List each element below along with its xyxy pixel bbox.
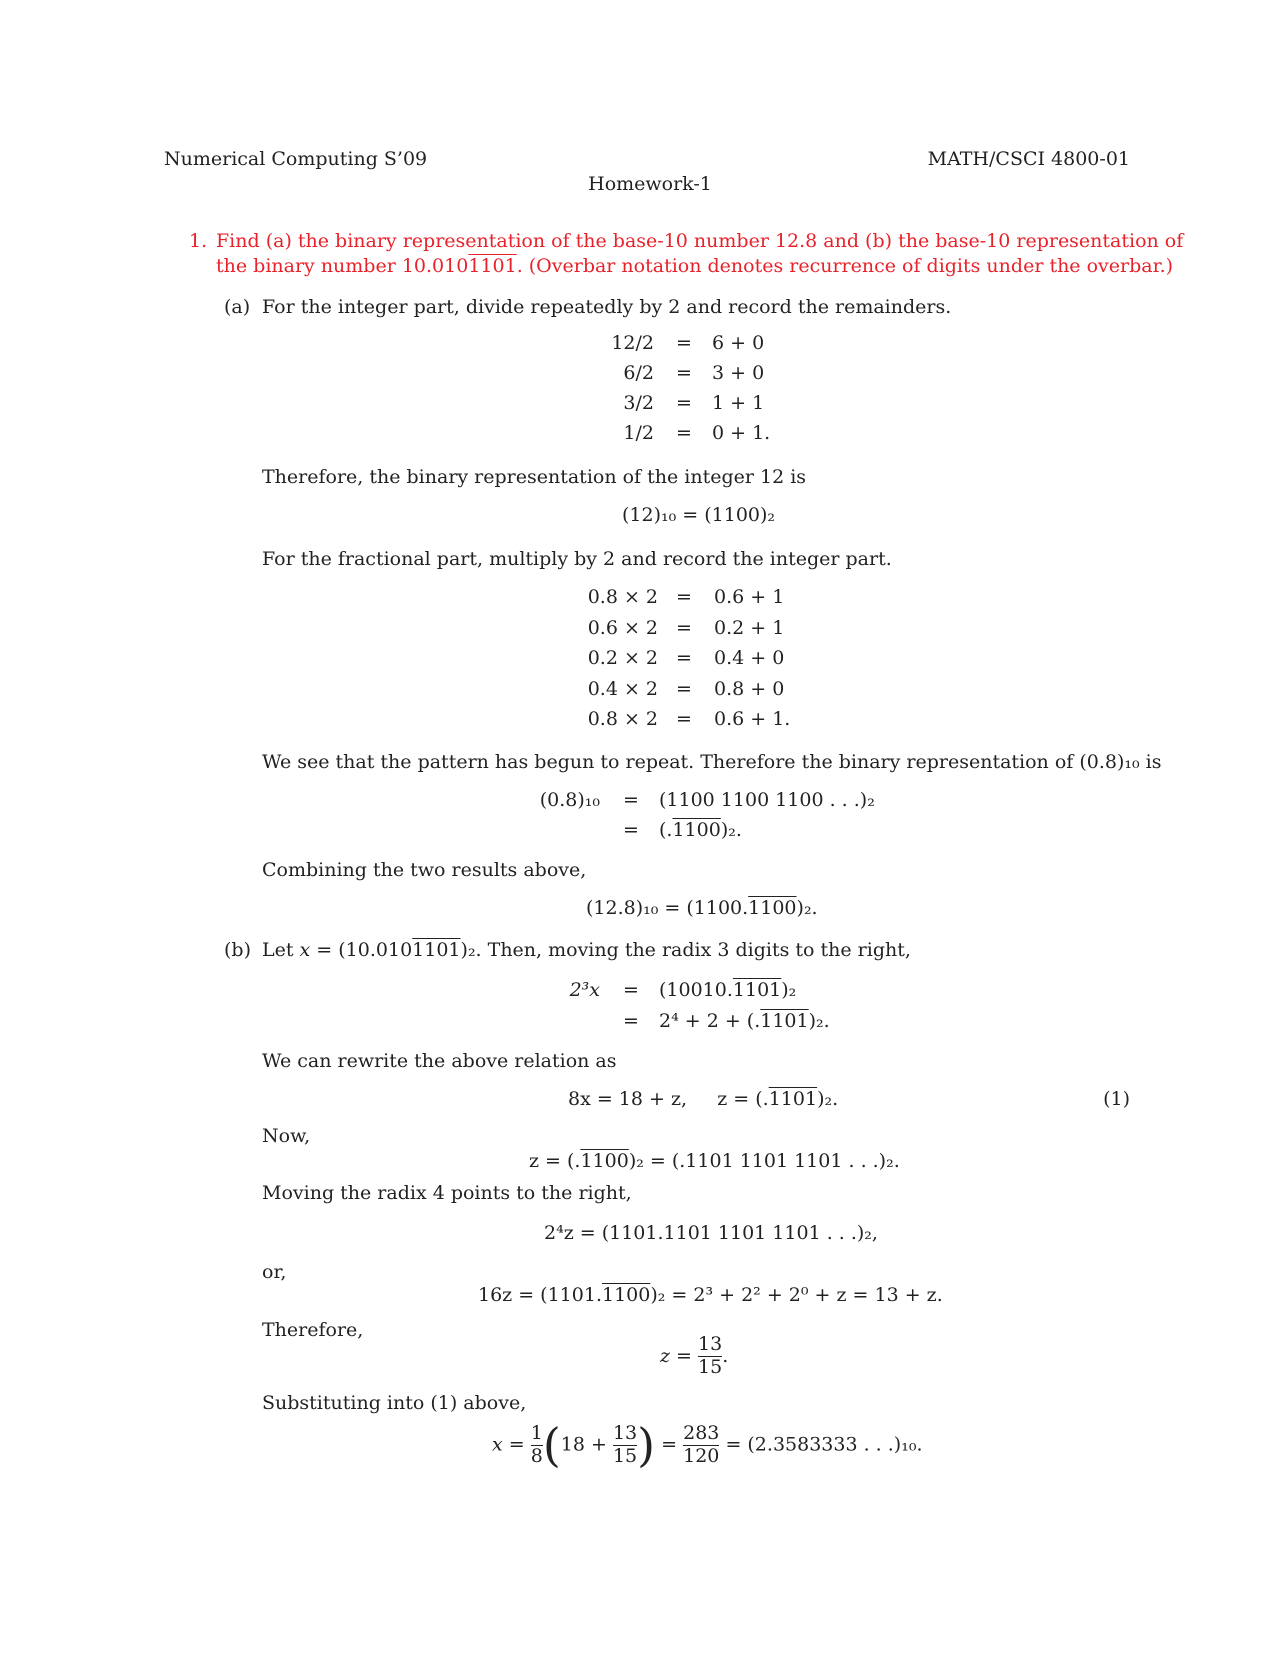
problem-line1: Find (a) the binary representation of the base-10 number 12.8 and (b) the base-10 representation of [216, 230, 1184, 252]
fraction-result-lhs: (0.8)₁₀ [539, 789, 600, 811]
part-a-intro: For the integer part, divide repeatedly by 2 and record the remainders. [262, 296, 952, 318]
equation-number: (1) [1103, 1088, 1130, 1110]
equals-sign: = [676, 392, 692, 414]
therefore-text: Therefore, the binary representation of the integer 12 is [262, 466, 807, 488]
equation-lhs: 0.2 × 2 [587, 647, 658, 669]
equals-sign: = [676, 677, 692, 700]
equation-lhs: 0.4 × 2 [587, 677, 658, 700]
equation-lhs: 0.8 × 2 [587, 586, 658, 608]
part-a-label: (a) [224, 296, 251, 318]
equals-sign: = [676, 332, 692, 354]
equation-rhs: 6 + 0 [712, 332, 765, 354]
equals-sign: = [623, 1010, 639, 1032]
shift-line2: 2⁴ + 2 + (.1101)₂. [659, 1010, 830, 1032]
shift-lhs: 2³x [569, 979, 600, 1001]
equation-rhs: 3 + 0 [712, 362, 765, 384]
equals-sign: = [676, 616, 692, 639]
equation-lhs: 1/2 [623, 422, 654, 444]
equation-rhs: 0.6 + 1. [714, 708, 791, 730]
part-b-intro: Let x = (10.0101101)₂. Then, moving the radix 3 digits to the right, [262, 939, 911, 961]
equation-lhs: 3/2 [623, 392, 654, 414]
equation-rhs: 0.2 + 1 [714, 616, 785, 639]
or-text: or, [262, 1261, 287, 1283]
equation-lhs: 0.8 × 2 [587, 708, 658, 730]
pattern-text: We see that the pattern has begun to repeat. Therefore the binary representation of (0.8)₁₀ is [262, 751, 1162, 773]
course-name: Numerical Computing S’09 [164, 148, 428, 170]
rewrite-text: We can rewrite the above relation as [262, 1050, 617, 1072]
part-b-label: (b) [224, 939, 251, 961]
shift-line1: (10010.1101)₂ [659, 979, 797, 1001]
course-code: MATH/CSCI 4800-01 [927, 148, 1130, 170]
moving-text: Moving the radix 4 points to the right, [262, 1182, 632, 1204]
equation-lhs: 6/2 [623, 362, 654, 384]
equation-lhs: 0.6 × 2 [587, 616, 658, 639]
equation-rhs: 0 + 1. [712, 422, 771, 444]
equation-rhs: 0.8 + 0 [714, 677, 785, 700]
equals-sign: = [676, 708, 692, 730]
equals-sign: = [623, 789, 639, 811]
substituting-text: Substituting into (1) above, [262, 1392, 527, 1414]
final-result: x = $\frac{1}{8}$ (18 + $\frac{13}{15}$ ) = $\frac{283}{120}$ = (2.3583333 . . .)₁₀. [492, 1418, 923, 1472]
z-16-equation: 16z = (1101.1100)₂ = 2³ + 2² + 2⁰ + z = 13 + z. [478, 1284, 943, 1306]
problem-number: 1. [189, 230, 208, 252]
equals-sign: = [623, 819, 639, 841]
equation-rhs: 1 + 1 [712, 392, 765, 414]
equals-sign: = [676, 586, 692, 608]
combined-result: (12.8)₁₀ = (1100.1100)₂. [586, 897, 818, 919]
equation-1: 8x = 18 + z, z = (.1101)₂. [568, 1088, 839, 1110]
equals-sign: = [676, 422, 692, 444]
equation-rhs: 0.4 + 0 [714, 647, 785, 669]
fraction-intro: For the fractional part, multiply by 2 and record the integer part. [262, 548, 892, 570]
combining-text: Combining the two results above, [262, 859, 587, 881]
page-title: Homework-1 [588, 173, 712, 195]
fraction-result-line1: (1100 1100 1100 . . .)₂ [659, 789, 875, 811]
fraction-result-line2: (.1100)₂. [659, 819, 742, 841]
therefore-text-b: Therefore, [262, 1319, 364, 1341]
problem-line2: the binary number 10.0101101. (Overbar notation denotes recurrence of digits under the overbar.) [216, 255, 1174, 277]
z-shifted: 2⁴z = (1101.1101 1101 1101 . . .)₂, [544, 1222, 878, 1244]
equation-rhs: 0.6 + 1 [714, 586, 785, 608]
equals-sign: = [676, 647, 692, 669]
equation-lhs: 12/2 [611, 332, 654, 354]
integer-result: (12)₁₀ = (1100)₂ [622, 504, 776, 526]
now-text: Now, [262, 1125, 311, 1147]
equals-sign: = [623, 979, 639, 1001]
z-value: z = $\frac{13}{15}$ . [660, 1333, 729, 1378]
z-expansion: z = (.1100)₂ = (.1101 1101 1101 . . .)₂. [529, 1150, 900, 1172]
equals-sign: = [676, 362, 692, 384]
